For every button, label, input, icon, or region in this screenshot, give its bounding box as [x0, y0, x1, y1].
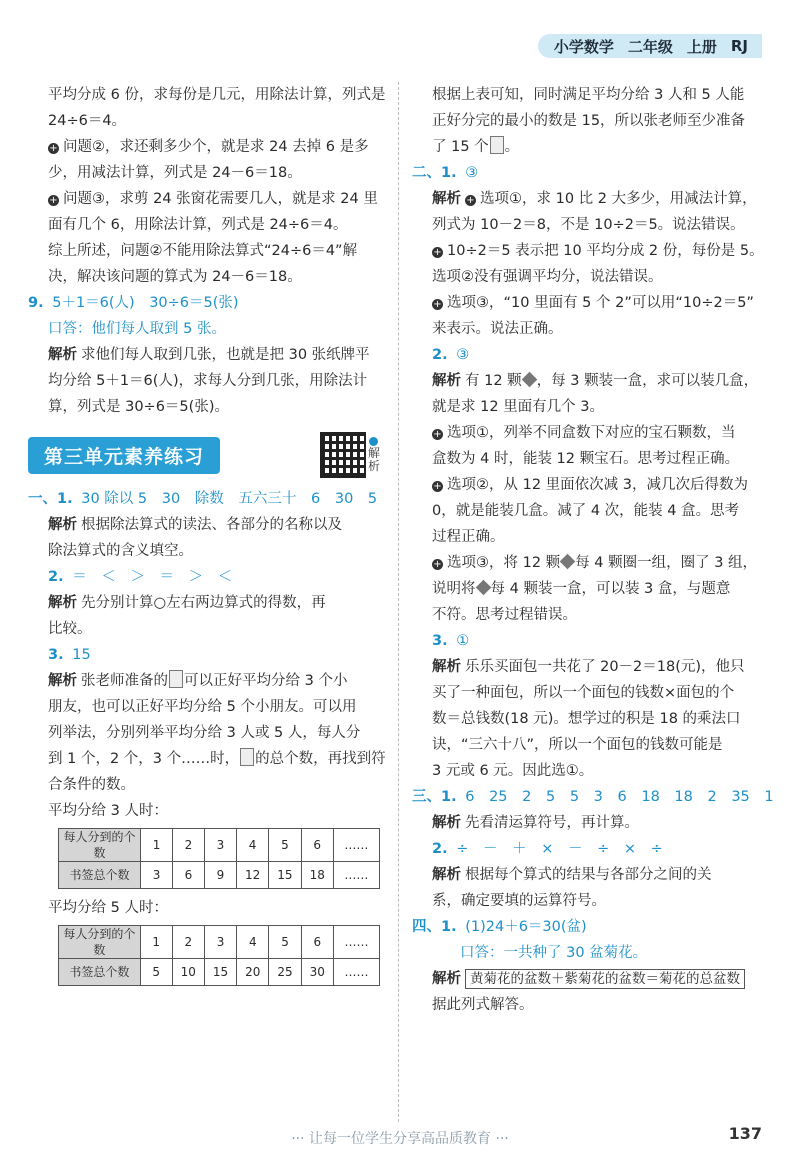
text-span: 根据每个算式的结果与各部分之间的关 — [465, 867, 712, 883]
answer-item: 30 — [334, 491, 354, 507]
s3b-number: 2. — [432, 841, 448, 857]
table-cell: 1 — [141, 829, 173, 862]
text-line: 了 15 个 。 — [412, 134, 764, 160]
answer-item: 15 — [72, 647, 91, 663]
text-line — [28, 746, 386, 772]
table-cell: 3 — [204, 829, 236, 862]
table-row — [59, 862, 380, 889]
table-cell: 10 — [172, 959, 204, 986]
text-span: 选项③，将 12 颗 — [447, 555, 561, 571]
left-column — [28, 82, 386, 992]
answer-item: ＜ — [217, 569, 233, 585]
table-head-cell: 每人分到的个数 — [59, 926, 141, 959]
s4-answer — [412, 914, 764, 940]
text-line: 综上所述，问题②不能用除法算式“24÷6＝4”解 — [48, 243, 358, 259]
s3-number: 三、1. — [412, 789, 457, 805]
answer-item: ＞ — [130, 569, 145, 585]
analysis-label: 解析 — [48, 673, 77, 689]
table-head-cell: 每人分到的个数 — [59, 829, 141, 862]
text-line — [28, 134, 380, 160]
header-subject: 小学数学 — [553, 37, 614, 56]
s3b-answer — [412, 836, 764, 862]
table-title: 平均分给 5 人时： — [48, 900, 168, 916]
table-cell: 20 — [237, 959, 269, 986]
answer-item: ＋ — [512, 841, 527, 857]
table-cell: 15 — [269, 862, 301, 889]
s4-reply: 口答：一共种了 30 盆菊花。 — [460, 945, 648, 961]
table-cell: 5 — [269, 926, 301, 959]
analysis-label: 解析 — [48, 517, 77, 533]
bullet-icon: + — [466, 195, 475, 206]
text-line: 比较。 — [48, 621, 92, 637]
answer-item: ＝ — [159, 569, 175, 585]
table-cell: 5 — [269, 829, 301, 862]
table-cell: 25 — [269, 959, 301, 986]
formula-box: 黄菊花的盆数＋紫菊花的盆数＝菊花的总盆数 — [465, 969, 745, 989]
answer-item: ① — [456, 633, 470, 649]
e2-answer — [412, 342, 764, 368]
e2-analysis — [412, 368, 764, 394]
answer-item: ÷ — [597, 841, 610, 857]
s3-answer — [28, 642, 380, 668]
e1-answer — [412, 160, 764, 186]
bookmark-icon — [490, 136, 504, 154]
text-line: 均分给 5＋1＝6(人)，求每人分到几张，用除法计 — [48, 373, 368, 389]
text-line — [412, 290, 764, 316]
text-span: 选项②，从 12 里面依次减 3，减几次后得数为 — [447, 477, 749, 493]
text-line: 面有几个 6，用除法计算，列式是 24÷6＝4。 — [48, 217, 348, 233]
table-cell: …… — [333, 959, 379, 986]
text-line — [412, 420, 764, 446]
text-span: 先看清运算符号，再计算。 — [465, 815, 639, 831]
table-cell: 6 — [173, 862, 205, 889]
q9-answer — [28, 290, 380, 316]
text-span: 问题②，求还剩多少个，就是求 24 去掉 6 是多 — [63, 139, 369, 155]
answer-item: 3 — [593, 789, 603, 805]
answer-item: 30 除以 5 — [81, 491, 148, 507]
answer-item: ÷ — [456, 841, 469, 857]
section-banner-row — [28, 430, 380, 480]
answer-item: 除数 — [194, 491, 224, 507]
gem-icon — [475, 580, 491, 596]
page-number: 137 — [728, 1124, 762, 1143]
table-cell: 2 — [173, 829, 205, 862]
text-line: 决，解决该问题的算式为 24－6＝18。 — [48, 269, 302, 285]
s2-analysis — [28, 590, 380, 616]
text-line: 除法算式的含义填空。 — [48, 543, 193, 559]
text-span: 的总个数，再找到符 — [255, 751, 386, 767]
table-cell: 6 — [301, 829, 333, 862]
s4-analysis — [412, 966, 764, 992]
answer-item: (1)24＋6＝30(盆) — [465, 919, 587, 935]
text-span: 选项③，“10 里面有 5 个 2”可以用“10÷2＝5” — [447, 295, 754, 311]
table-cell: 3 — [204, 926, 236, 959]
answer-item: 5 — [569, 789, 580, 805]
e1-number: 二、1. — [412, 165, 457, 181]
table-cell: 2 — [172, 926, 204, 959]
analysis-label: 解析 — [432, 659, 461, 675]
right-column — [412, 82, 774, 1018]
gem-icon — [521, 372, 537, 388]
table-title: 平均分给 3 人时： — [48, 803, 168, 819]
text-line: 3 元或 6 元。因此选①。 — [432, 763, 594, 779]
analysis-label: 解析 — [432, 867, 461, 883]
table-cell: 1 — [140, 926, 172, 959]
q9-answer-text: 5＋1＝6(人) 30÷6＝5(张) — [52, 295, 239, 311]
answer-item: 5 — [545, 789, 556, 805]
table-cell: …… — [333, 862, 379, 889]
text-span: 可以正好平均分给 3 个小 — [184, 673, 348, 689]
table-cell: 9 — [204, 862, 236, 889]
s3b-analysis — [412, 862, 764, 888]
text-span: 10÷2＝5 表示把 10 平均分成 2 份，每份是 5。 — [447, 243, 764, 259]
answer-item: － — [567, 841, 583, 857]
table-cell: …… — [333, 926, 379, 959]
text-line: 24÷6＝4。 — [48, 113, 127, 129]
answer-item: ＜ — [101, 569, 116, 585]
text-line: 选项②没有强调平均分，说法错误。 — [432, 269, 663, 285]
answer-item: 2 — [522, 789, 532, 805]
text-span: ，每 3 颗装一盒，求可以装几盒， — [536, 373, 759, 389]
text-line: 来表示。说法正确。 — [432, 321, 563, 337]
text-line: 朋友，也可以正好平均分给 5 个小朋友。可以用 — [48, 699, 357, 715]
text-line: 据此列式解答。 — [432, 997, 534, 1013]
text-span: 求他们每人取到几张，也就是把 30 张纸牌平 — [81, 347, 370, 363]
e3-answer — [412, 628, 764, 654]
text-span: 选项①，求 10 比 2 大多少，用减法计算， — [480, 191, 757, 207]
table-cell: 15 — [204, 959, 236, 986]
text-span: 说明将 — [432, 581, 476, 597]
s3-number: 3. — [48, 647, 64, 663]
bullet-icon: + — [49, 143, 58, 154]
table-row — [59, 926, 380, 959]
header-volume: 上册 — [686, 37, 717, 56]
q9-reply: 口答：他们每人取到 5 张。 — [48, 321, 226, 337]
table-3-people — [58, 828, 380, 889]
text-span: 乐乐买面包一共花了 20－2＝18(元)，他只 — [465, 659, 745, 675]
bullet-icon: + — [49, 195, 58, 206]
analysis-label: 解析 — [432, 191, 461, 207]
qr-code-icon[interactable] — [320, 432, 366, 478]
table-cell: 12 — [236, 862, 268, 889]
table-cell: 6 — [301, 926, 333, 959]
bullet-icon: + — [433, 299, 442, 310]
text-span: 根据除法算式的读法、各部分的名称以及 — [81, 517, 342, 533]
text-line — [412, 238, 764, 264]
table-head-cell: 书签总个数 — [59, 959, 141, 986]
answer-item: ÷ — [650, 841, 663, 857]
s1-analysis — [28, 512, 380, 538]
text-line: 少，用减法计算，列式是 24－6＝18。 — [48, 165, 302, 181]
text-line: 平均分成 6 份，求每份是几元，用除法计算，列式是 — [48, 87, 386, 103]
text-span: 张老师准备的 — [81, 673, 168, 689]
text-line — [412, 550, 764, 576]
s1-number: 一、1. — [28, 491, 73, 507]
answer-item: 1 — [764, 789, 774, 805]
text-line — [412, 472, 764, 498]
text-line: 就是求 12 里面有几个 3。 — [432, 399, 605, 415]
footer-slogan: ··· 让每一位学生分享高品质教育 ··· — [291, 1131, 509, 1147]
answer-item: 5 — [367, 491, 378, 507]
q9-analysis — [28, 342, 380, 368]
q9-number: 9. — [28, 295, 44, 311]
text-span: 每 4 颗圈一组，圈了 3 组， — [575, 555, 758, 571]
text-line: 0，就是能装几盒。减了 4 次，能装 4 盒。思考 — [432, 503, 740, 519]
text-line: 诀，“三六十八”，所以一个面包的钱数可能是 — [432, 737, 723, 753]
s1-answer — [28, 486, 380, 512]
header-bar — [538, 34, 762, 58]
answer-item: 30 — [161, 491, 181, 507]
table-row — [59, 959, 380, 986]
s2-answer — [28, 564, 380, 590]
bullet-icon: + — [433, 481, 442, 492]
table-cell: 4 — [236, 829, 268, 862]
bookmark-icon — [240, 748, 254, 766]
answer-item: × — [623, 841, 636, 857]
answer-item: 2 — [707, 789, 717, 805]
answer-item: ③ — [465, 165, 479, 181]
text-span: 问题③，求剪 24 张窗花需要几人，就是求 24 里 — [63, 191, 378, 207]
answer-item: 6 — [311, 491, 321, 507]
answer-item: ＞ — [188, 569, 204, 585]
text-line: 列举法，分别列举平均分给 3 人或 5 人，每人分 — [48, 725, 361, 741]
text-span: 了 15 个 — [432, 139, 489, 155]
text-line: 算，列式是 30÷6＝5(张)。 — [48, 399, 229, 415]
analysis-label: 解析 — [48, 347, 77, 363]
analysis-label: 解析 — [432, 971, 461, 987]
text-line: 不符。思考过程错误。 — [432, 607, 577, 623]
qr-label-char: 解 — [367, 446, 380, 460]
header-edition: RJ — [730, 37, 748, 55]
text-line: 系，确定要填的运算符号。 — [432, 893, 606, 909]
bullet-icon: + — [433, 429, 442, 440]
answer-item: 五六三十 — [238, 491, 297, 507]
text-span: 到 1 个，2 个，3 个……时， — [48, 751, 240, 767]
answer-item: × — [541, 841, 554, 857]
section-banner: 第三单元素养练习 — [28, 437, 220, 474]
text-line: 根据上表可知，同时满足平均分给 3 人和 5 人能 — [432, 87, 745, 103]
analysis-label: 解析 — [432, 373, 461, 389]
analysis-label: 解析 — [48, 595, 77, 611]
text-span: 每 4 颗装一盒，可以装 3 盒，与题意 — [490, 581, 731, 597]
analysis-label: 解析 — [432, 815, 461, 831]
qr-block — [320, 432, 380, 478]
e2-number: 2. — [432, 347, 448, 363]
table-cell: 5 — [140, 959, 172, 986]
text-span: 有 12 颗 — [465, 373, 522, 389]
text-line: 盒数为 4 时，能装 12 颗宝石。思考过程正确。 — [432, 451, 740, 467]
column-divider — [398, 82, 399, 1122]
bullet-icon: + — [433, 247, 442, 258]
s3-analysis — [28, 668, 380, 694]
bookmark-icon — [169, 670, 183, 688]
play-icon — [369, 437, 378, 446]
qr-label — [368, 437, 380, 473]
text-line: 过程正确。 — [432, 529, 505, 545]
s3-answer — [412, 784, 774, 810]
table-cell: 4 — [237, 926, 269, 959]
text-span: 先分别计算○左右两边算式的得数，再 — [81, 595, 326, 611]
table-cell: …… — [333, 829, 379, 862]
table-head-cell: 书签总个数 — [59, 862, 141, 889]
answer-item: 25 — [489, 789, 508, 805]
text-line: 正好分完的最小的数是 15，所以张老师至少准备 — [432, 113, 746, 129]
header-grade: 二年级 — [627, 37, 673, 56]
table-row — [59, 829, 380, 862]
text-line — [28, 186, 380, 212]
answer-item: － — [482, 841, 498, 857]
table-5-people — [58, 925, 380, 986]
s4-number: 四、1. — [412, 919, 457, 935]
text-line: 数＝总钱数(18 元)。想学过的积是 18 的乘法口 — [432, 711, 741, 727]
gem-icon — [560, 554, 576, 570]
text-line: 买了一种面包，所以一个面包的钱数×面包的个 — [432, 685, 735, 701]
answer-item: ＝ — [72, 569, 87, 585]
text-span: 选项①，列举不同盒数下对应的宝石颗数，当 — [447, 425, 736, 441]
answer-item: ③ — [456, 347, 470, 363]
answer-item: 18 — [674, 789, 693, 805]
answer-item: 6 — [465, 789, 475, 805]
text-line — [412, 576, 764, 602]
e1-analysis — [412, 186, 764, 212]
s2-number: 2. — [48, 569, 64, 585]
s3-analysis — [412, 810, 764, 836]
table-cell: 3 — [141, 862, 173, 889]
text-line: 合条件的数。 — [48, 777, 135, 793]
table-cell: 18 — [301, 862, 333, 889]
bullet-icon: + — [433, 559, 442, 570]
table-cell: 30 — [301, 959, 333, 986]
e3-number: 3. — [432, 633, 448, 649]
answer-item: 18 — [641, 789, 660, 805]
text-line: 列式为 10－2＝8，不是 10÷2＝5。说法错误。 — [432, 217, 745, 233]
qr-label-char: 析 — [367, 459, 380, 473]
answer-item: 35 — [731, 789, 750, 805]
answer-item: 6 — [617, 789, 627, 805]
e3-analysis — [412, 654, 764, 680]
